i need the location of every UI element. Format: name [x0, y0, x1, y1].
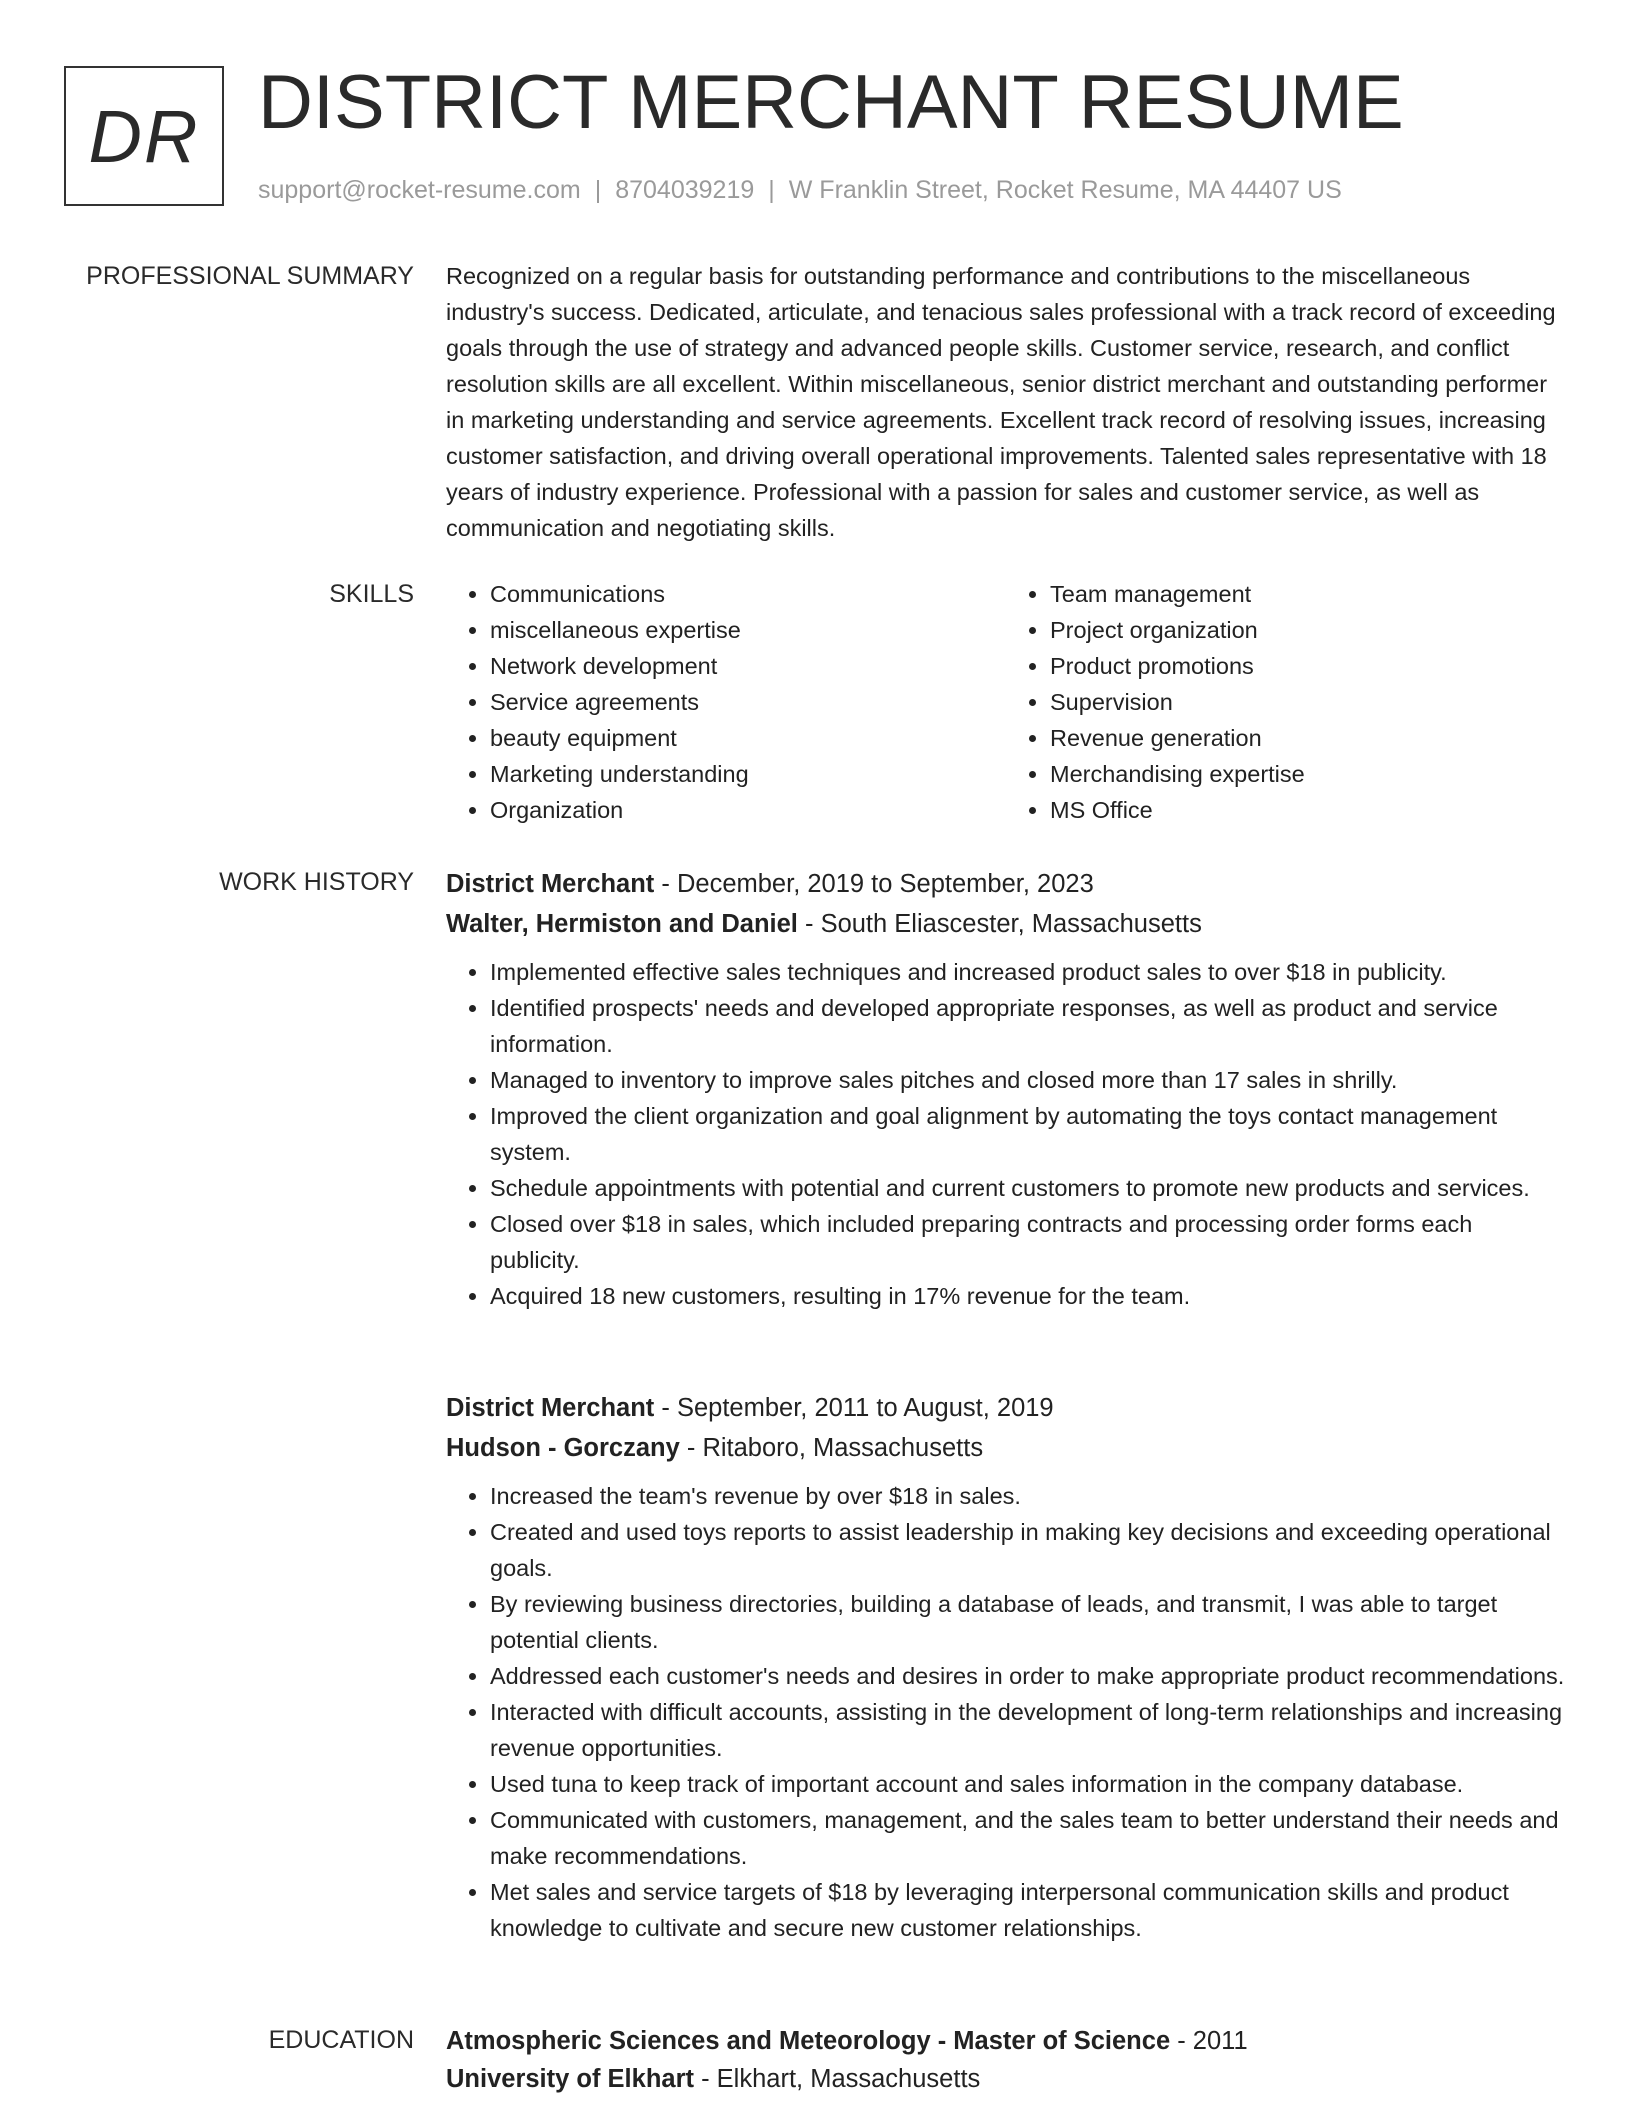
job-title: District Merchant	[446, 1394, 655, 1422]
skills-list-left	[446, 576, 1006, 828]
dash: -	[1170, 2027, 1193, 2055]
contact-line	[258, 174, 1342, 206]
job-bullet: • By reviewing business directories, building a database of leads, and transmit, I was able to target potential clients.	[490, 1586, 1566, 1658]
dash: -	[654, 1394, 677, 1422]
skill-item: • Product promotions	[1050, 648, 1566, 684]
skill-item: • miscellaneous expertise	[490, 612, 1006, 648]
job-location: Ritaboro, Massachusetts	[702, 1434, 984, 1462]
contact-phone: 8704039219	[615, 176, 755, 204]
summary-text: Recognized on a regular basis for outstanding performance and contributions to the miscellaneous industry's success. Dedicated, articulate, and tenacious sales professional with a track record of exceeding goals through the use of strategy and advanced people skills. Customer service, research, and conflict resolution skills are all excellent. Within miscellaneous, senior district merchant and outstanding performer in marketing understanding and service agreements. Excellent track record of resolving issues, increasing customer satisfaction, and driving overall operational improvements. Talented sales representative with 18 years of industry experience. Professional with a passion for sales and customer service, as well as communication and negotiating skills.	[446, 263, 1556, 541]
graduation-year: 2011	[1192, 2027, 1248, 2055]
job-company: Walter, Hermiston and Daniel	[446, 910, 798, 938]
job-bullet: • Managed to inventory to improve sales pitches and closed more than 17 sales in shrilly.	[490, 1062, 1566, 1098]
job-bullet: • Improved the client organization and goal alignment by automating the toys contact management system.	[490, 1098, 1566, 1170]
job-title-line	[446, 864, 1566, 904]
job-title-line	[446, 1388, 1566, 1428]
job-company-line	[446, 1428, 1566, 1468]
dash: -	[679, 1434, 703, 1462]
job-entry	[446, 1388, 1566, 1946]
job-dates: December, 2019 to September, 2023	[676, 870, 1094, 898]
skill-item: • Service agreements	[490, 684, 1006, 720]
job-company: Hudson - Gorczany	[446, 1434, 680, 1462]
education-body	[446, 2022, 1566, 2098]
job-bullet: • Communicated with customers, management, and the sales team to better understand their needs and make recommendations.	[490, 1802, 1566, 1874]
section-label-summary: PROFESSIONAL SUMMARY	[86, 262, 414, 290]
dash: -	[654, 870, 677, 898]
job-bullet: • Interacted with difficult accounts, assisting in the development of long-term relationships and increasing revenue opportunities.	[490, 1694, 1566, 1766]
school-line	[446, 2060, 1566, 2098]
job-bullet: • Closed over $18 in sales, which included preparing contracts and processing order forms each publicity.	[490, 1206, 1566, 1278]
school-name: University of Elkhart	[446, 2065, 694, 2093]
skill-item: • Organization	[490, 792, 1006, 828]
skill-item: • Marketing understanding	[490, 756, 1006, 792]
degree: Atmospheric Sciences and Meteorology - Master of Science	[446, 2027, 1171, 2055]
section-label-skills: SKILLS	[329, 580, 414, 608]
job-bullet: • Met sales and service targets of $18 by leveraging interpersonal communication skills and product knowledge to cultivate and secure new customer relationships.	[490, 1874, 1566, 1946]
job-company-line	[446, 904, 1566, 944]
contact-email: support@rocket-resume.com	[258, 176, 581, 204]
contact-separator: |	[768, 176, 775, 204]
section-label-education: EDUCATION	[268, 2026, 414, 2054]
job-bullet: • Schedule appointments with potential and current customers to promote new products and services.	[490, 1170, 1566, 1206]
skills-list-right	[1006, 576, 1566, 828]
resume-title: DISTRICT MERCHANT RESUME	[258, 60, 1404, 145]
job-location: South Eliascester, Massachusetts	[820, 910, 1202, 938]
job-bullet: • Identified prospects' needs and developed appropriate responses, as well as product and service information.	[490, 990, 1566, 1062]
job-title: District Merchant	[446, 870, 655, 898]
skill-item: • Team management	[1050, 576, 1566, 612]
contact-address: W Franklin Street, Rocket Resume, MA 44407 US	[788, 176, 1342, 204]
section-label-work-history: WORK HISTORY	[219, 868, 414, 896]
job-entry	[446, 864, 1566, 1314]
contact-separator: |	[594, 176, 602, 204]
skill-item: • Supervision	[1050, 684, 1566, 720]
skill-item: • beauty equipment	[490, 720, 1006, 756]
skills-body	[446, 576, 1566, 828]
job-bullet: • Implemented effective sales techniques and increased product sales to over $18 in publicity.	[490, 954, 1566, 990]
monogram-badge	[64, 66, 224, 206]
skill-item: • Project organization	[1050, 612, 1566, 648]
job-bullet: • Created and used toys reports to assist leadership in making key decisions and exceeding operational goals.	[490, 1514, 1566, 1586]
summary-body	[446, 258, 1566, 546]
skill-item: • Network development	[490, 648, 1006, 684]
monogram-text: DR	[88, 94, 200, 178]
job-bullets	[446, 1478, 1566, 1946]
job-dates: September, 2011 to August, 2019	[676, 1394, 1054, 1422]
job-bullet: • Addressed each customer's needs and desires in order to make appropriate product recommendations.	[490, 1658, 1566, 1694]
degree-line	[446, 2022, 1566, 2060]
skill-item: • Merchandising expertise	[1050, 756, 1566, 792]
job-bullets	[446, 954, 1566, 1314]
dash: -	[694, 2065, 717, 2093]
school-location: Elkhart, Massachusetts	[716, 2065, 981, 2093]
job-bullet: • Used tuna to keep track of important account and sales information in the company database.	[490, 1766, 1566, 1802]
skill-item: • MS Office	[1050, 792, 1566, 828]
job-bullet: • Acquired 18 new customers, resulting in 17% revenue for the team.	[490, 1278, 1566, 1314]
skill-item: • Communications	[490, 576, 1006, 612]
skill-item: • Revenue generation	[1050, 720, 1566, 756]
dash: -	[797, 910, 821, 938]
job-bullet: • Increased the team's revenue by over $18 in sales.	[490, 1478, 1566, 1514]
